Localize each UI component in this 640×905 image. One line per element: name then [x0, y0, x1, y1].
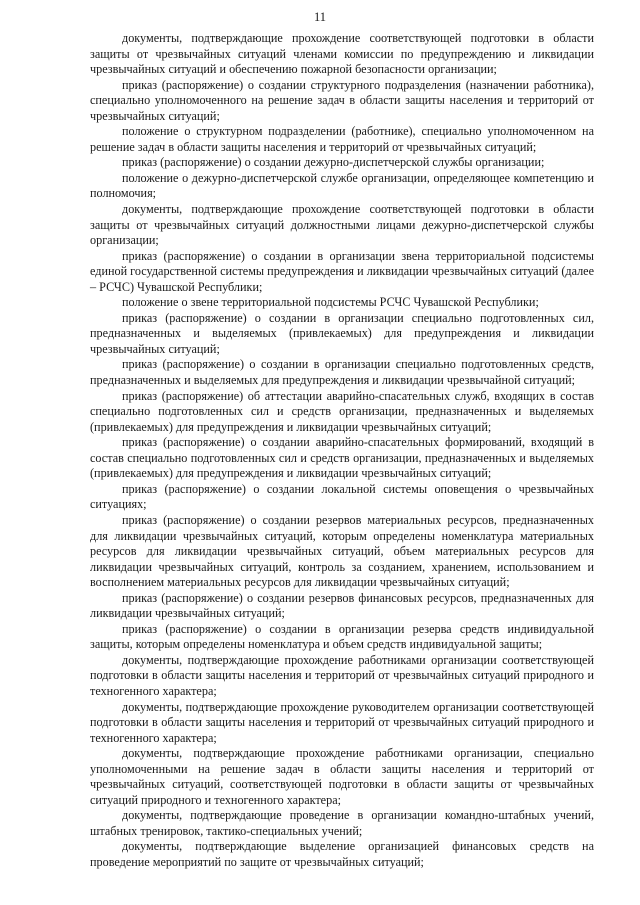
- list-item: приказ (распоряжение) о создании структурного подразделения (назначении работника), специально уполномоченного на решение задач в области защиты населения и территорий от чрезвычайных ситуаций;: [90, 77, 594, 123]
- list-item: приказ (распоряжение) о создании резервов материальных ресурсов, предназначенных для ликвидации чрезвычайных ситуаций, которым определены номенклатура материальных ресурсов для ликвидации чрезвычайных ситуаций, объем материальных ресурсов для ликвидации чрезвычайных ситуаций, контроль за созданием, хранением, использованием и восполнением материальных ресурсов для ликвидации чрезвычайных ситуаций;: [90, 512, 594, 590]
- list-item: приказ (распоряжение) о создании в организации резерва средств индивидуальной защиты, которым определены номенклатура и объем средств индивидуальной защиты;: [90, 621, 594, 652]
- list-item: документы, подтверждающие выделение организацией финансовых средств на проведение мероприятий по защите от чрезвычайных ситуаций;: [90, 839, 594, 869]
- list-item: положение о звене территориальной подсистемы РСЧС Чувашской Республики;: [122, 295, 539, 310]
- list-item: приказ (распоряжение) о создании в организации специально подготовленных сил, предназначенных и выделяемых (привлекаемых) для предупреждения и ликвидации чрезвычайных ситуаций;: [90, 310, 594, 356]
- document-body: [90, 31, 594, 871]
- list-item: приказ (распоряжение) о создании в организации звена территориальной подсистемы единой государственной системы предупреждения и ликвидации чрезвычайных ситуаций (далее – РСЧС) Чувашской Республики;: [90, 248, 594, 294]
- list-item: приказ (распоряжение) о создании локальной системы оповещения о чрезвычайных ситуациях;: [90, 481, 594, 512]
- list-item: документы, подтверждающие проведение в организации командно-штабных учений, штабных тренировок, тактико-специальных учений;: [90, 808, 594, 838]
- list-item: документы, подтверждающие прохождение соответствующей подготовки в области защиты от чрезвычайных ситуаций членами комиссии по предупреждению и ликвидации чрезвычайных ситуаций и обеспечению пожарной безопасности организации;: [90, 31, 594, 77]
- list-item: положение о дежурно-диспетчерской службе организации, определяющее компетенцию и полномочия;: [90, 170, 594, 201]
- list-item: документы, подтверждающие прохождение работниками организации соответствующей подготовки в области защиты населения и территорий от чрезвычайных ситуаций природного и техногенного характера;: [90, 652, 594, 698]
- list-item: приказ (распоряжение) о создании дежурно-диспетчерской службы организации;: [122, 155, 545, 170]
- list-item: положение о структурном подразделении (работнике), специально уполномоченном на решение задач в области защиты населения и территорий от чрезвычайных ситуаций;: [90, 124, 594, 154]
- list-item: приказ (распоряжение) об аттестации аварийно-спасательных служб, входящих в состав специально подготовленных сил и средств организации, предназначенных и выделяемых (привлекаемых) для предупреждения и ликвидации чрезвычайных ситуаций;: [90, 388, 594, 434]
- list-item: документы, подтверждающие прохождение работниками организации, специально уполномоченными на решение задач в области защиты населения и территорий от чрезвычайных ситуаций, соответствующей подготовки в области защиты от чрезвычайных ситуаций природного и техногенного характера;: [90, 746, 594, 807]
- list-item: документы, подтверждающие прохождение соответствующей подготовки в области защиты от чрезвычайных ситуаций должностными лицами дежурно-диспетчерской службы организации;: [90, 202, 594, 248]
- list-item: приказ (распоряжение) о создании в организации специально подготовленных средств, предназначенных и выделяемых для предупреждения и ликвидации чрезвычайной ситуаций;: [90, 357, 594, 388]
- list-item: документы, подтверждающие прохождение руководителем организации соответствующей подготовки в области защиты населения и территорий от чрезвычайных ситуаций природного и техногенного характера;: [90, 699, 594, 745]
- list-item: приказ (распоряжение) о создании аварийно-спасательных формирований, входящий в состав специально подготовленных сил и средств организации, предназначенных и выделяемых (привлекаемых) для предупреждения и ликвидации чрезвычайных ситуаций;: [90, 435, 594, 481]
- page-number: 11: [313, 10, 327, 24]
- list-item: приказ (распоряжение) о создании резервов финансовых ресурсов, предназначенных для ликвидации чрезвычайных ситуаций;: [90, 590, 594, 621]
